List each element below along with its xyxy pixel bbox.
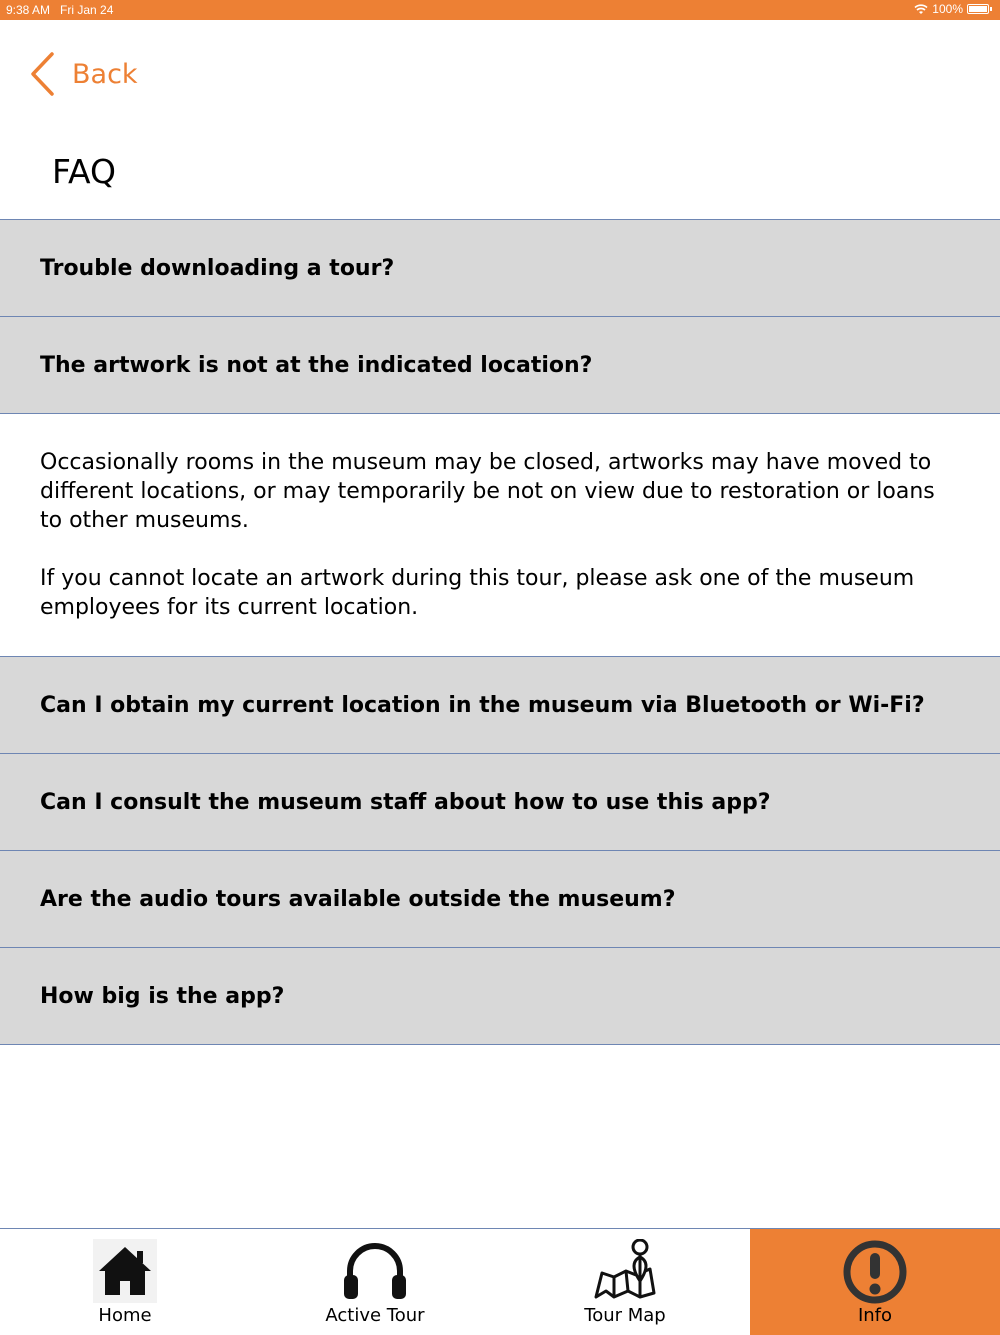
tab-active-tour[interactable] xyxy=(250,1229,500,1335)
wifi-icon xyxy=(914,4,928,15)
tab-label: Home xyxy=(98,1305,152,1326)
battery-icon xyxy=(967,4,989,14)
faq-item-current-location[interactable] xyxy=(0,656,1000,753)
faq-list xyxy=(0,219,1000,1045)
faq-answer-paragraph: If you cannot locate an artwork during this tour, please ask one of the museum employees for its current location. xyxy=(40,566,915,620)
faq-item-consult-staff[interactable] xyxy=(0,753,1000,850)
faq-item-outside-museum[interactable] xyxy=(0,850,1000,947)
status-bar xyxy=(0,0,1000,20)
faq-item-app-size[interactable] xyxy=(0,947,1000,1045)
home-icon xyxy=(93,1239,157,1303)
tab-info[interactable] xyxy=(750,1229,1000,1335)
tab-bar xyxy=(0,1228,1000,1335)
faq-question: Trouble downloading a tour? xyxy=(40,255,395,281)
page-title: FAQ xyxy=(52,152,116,191)
tab-label: Tour Map xyxy=(584,1305,666,1326)
faq-question: How big is the app? xyxy=(40,983,285,1009)
back-label: Back xyxy=(72,58,138,90)
headphones-icon xyxy=(342,1239,408,1303)
faq-question: Can I obtain my current location in the museum via Bluetooth or Wi-Fi? xyxy=(40,692,925,718)
chevron-left-icon xyxy=(28,51,56,97)
info-icon xyxy=(842,1239,908,1305)
status-time: 9:38 AM Fri Jan 24 xyxy=(6,3,114,17)
battery-tip xyxy=(990,7,992,11)
back-button[interactable] xyxy=(28,46,138,102)
faq-question: The artwork is not at the indicated location? xyxy=(40,352,593,378)
map-icon xyxy=(592,1239,658,1303)
status-right xyxy=(914,2,992,16)
faq-question: Can I consult the museum staff about how to use this app? xyxy=(40,789,771,815)
battery-percent: 100% xyxy=(932,2,963,16)
tab-label: Active Tour xyxy=(325,1305,425,1326)
faq-answer-paragraph: Occasionally rooms in the museum may be closed, artworks may have moved to different locations, or may temporarily be not on view due to restoration or loans to other museums. xyxy=(40,450,935,533)
tab-tour-map[interactable] xyxy=(500,1229,750,1335)
tab-home[interactable] xyxy=(0,1229,250,1335)
status-date: Fri Jan 24 xyxy=(60,3,114,17)
faq-item-artwork-location[interactable] xyxy=(0,316,1000,413)
faq-question: Are the audio tours available outside the museum? xyxy=(40,886,676,912)
faq-answer-artwork-location xyxy=(0,413,1000,656)
tab-label: Info xyxy=(857,1305,893,1326)
faq-item-trouble-downloading[interactable] xyxy=(0,219,1000,316)
